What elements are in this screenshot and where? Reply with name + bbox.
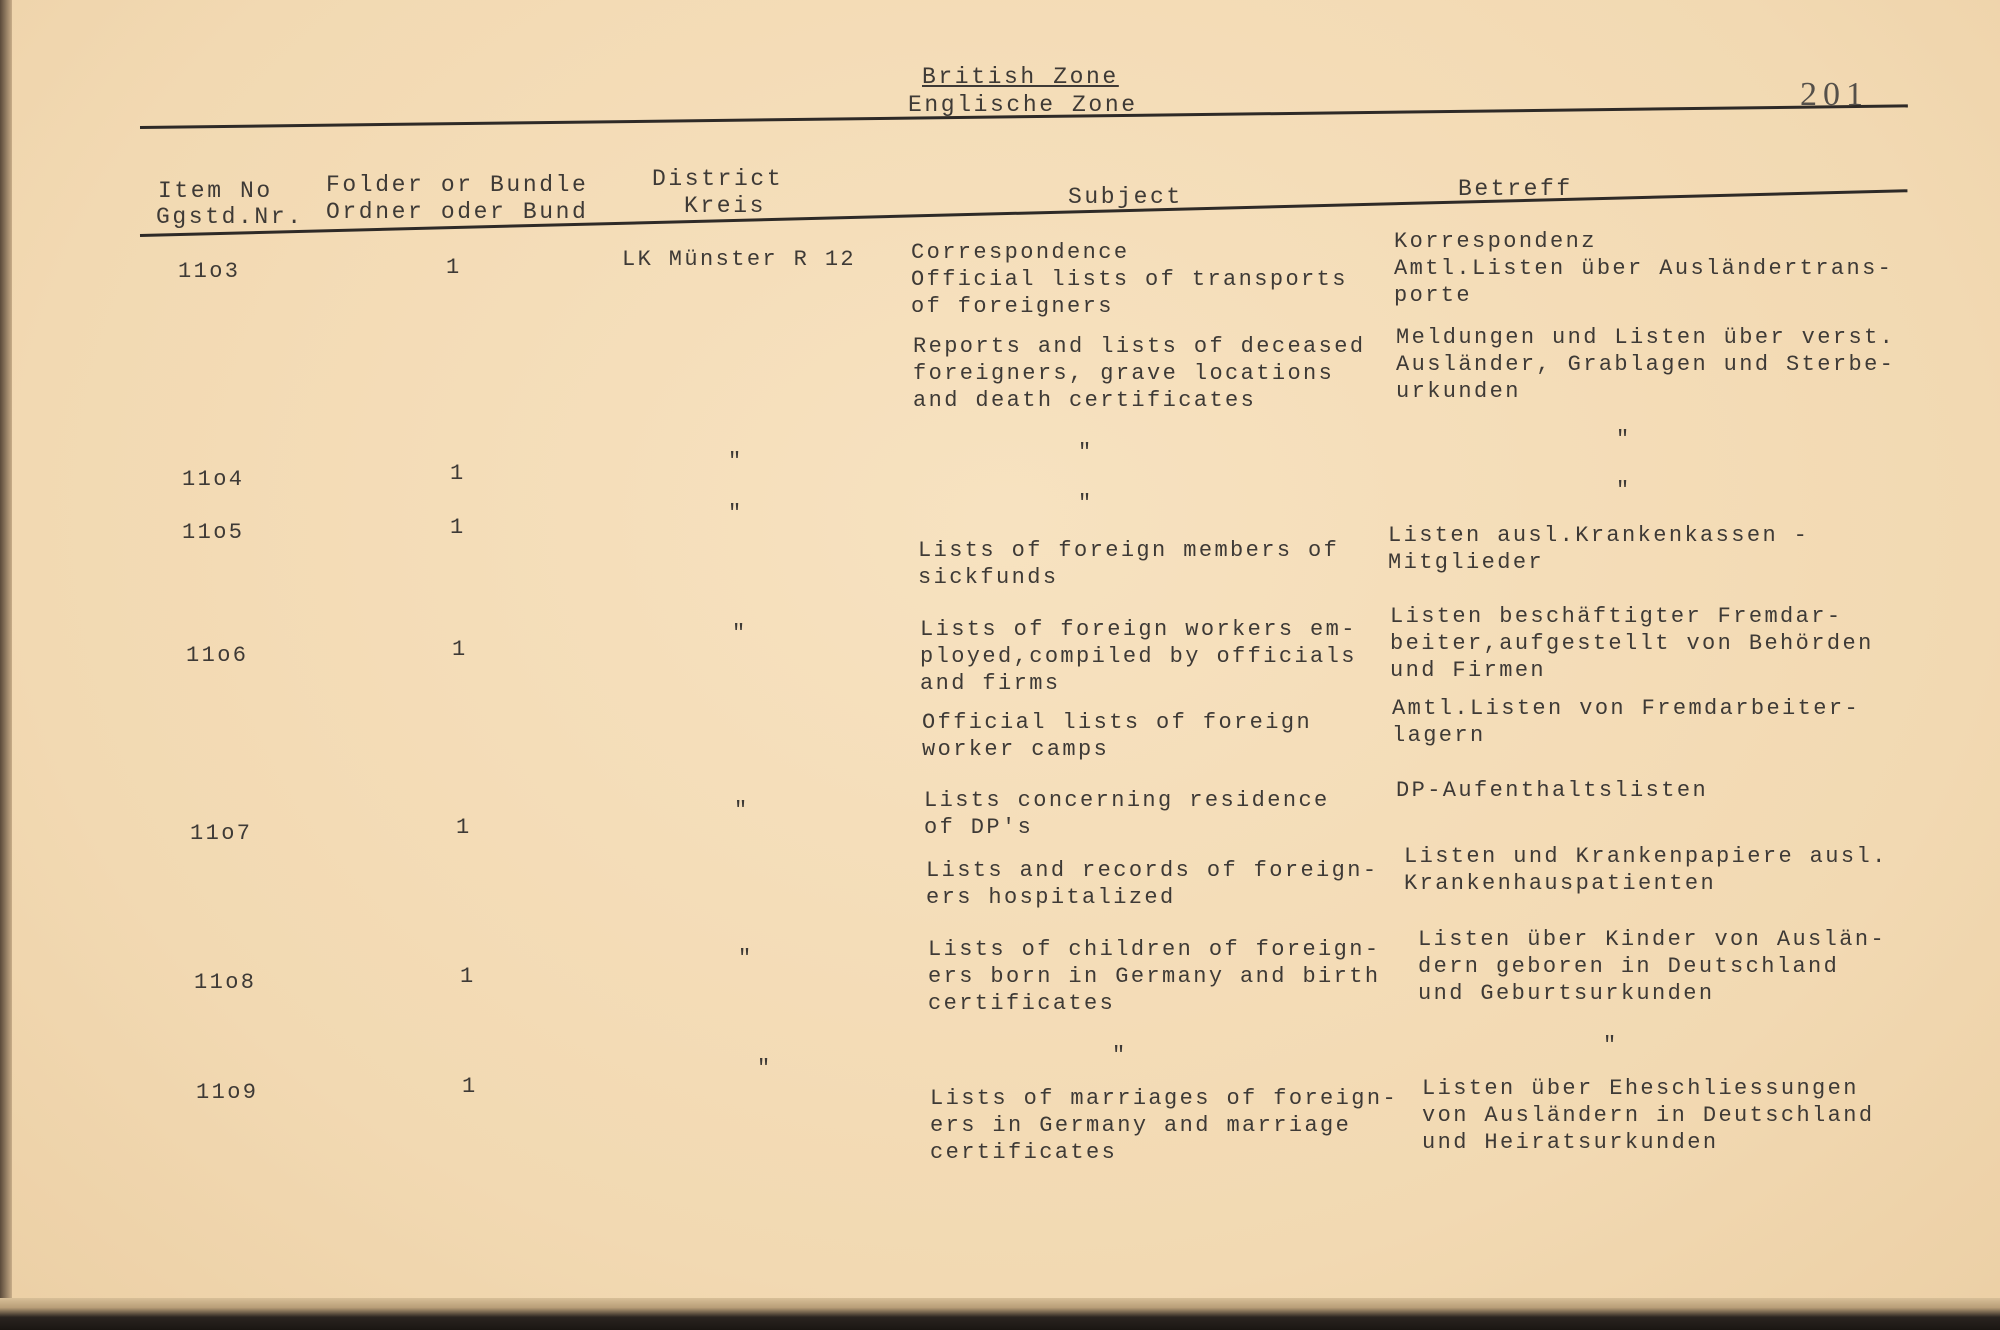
folder-count: 1 bbox=[460, 964, 476, 989]
zone-title-en: British Zone bbox=[922, 64, 1119, 90]
subject-ditto: " bbox=[1112, 1043, 1128, 1068]
col-district-de: Kreis bbox=[684, 193, 767, 219]
district-ditto: " bbox=[734, 798, 750, 823]
subject: Lists and records of foreign- ers hospitalized bbox=[926, 858, 1379, 910]
subject: Lists of marriages of foreign- ers in Germany and marriage certificates bbox=[930, 1086, 1399, 1165]
page-edge bbox=[0, 0, 12, 1330]
subject: Reports and lists of deceased foreigners, grave locations and death certificates bbox=[913, 334, 1366, 413]
district-ditto: " bbox=[732, 621, 748, 646]
betreff: Amtl.Listen von Fremdarbeiter- lagern bbox=[1392, 696, 1861, 748]
col-folder-en: Folder or Bundle bbox=[326, 172, 589, 198]
item-number: 11o8 bbox=[194, 970, 257, 995]
item-number: 11o5 bbox=[182, 520, 245, 545]
col-item-en: Item No bbox=[158, 178, 273, 204]
folder-count: 1 bbox=[450, 515, 466, 540]
subject: Correspondence Official lists of transports of foreigners bbox=[911, 240, 1348, 319]
subject: Lists of foreign workers em- ployed,compiled by officials and firms bbox=[920, 617, 1357, 696]
item-number: 11o4 bbox=[182, 467, 245, 492]
betreff: Listen beschäftigter Fremdar- beiter,aufgestellt von Behörden und Firmen bbox=[1390, 604, 1874, 683]
col-district-en: District bbox=[652, 166, 784, 192]
col-item-de: Ggstd.Nr. bbox=[156, 204, 304, 230]
district: LK Münster R 12 bbox=[622, 247, 857, 272]
subject: Official lists of foreign worker camps bbox=[922, 710, 1313, 762]
page-bottom-edge bbox=[0, 1298, 2000, 1330]
folder-count: 1 bbox=[456, 815, 472, 840]
folder-count: 1 bbox=[462, 1074, 478, 1099]
col-folder-de: Ordner oder Bund bbox=[326, 199, 589, 225]
district-ditto: " bbox=[757, 1056, 773, 1081]
item-number: 11o7 bbox=[190, 821, 253, 846]
page-number: 201 bbox=[1800, 76, 1869, 113]
subject-ditto: " bbox=[1078, 491, 1094, 516]
item-number: 11o6 bbox=[186, 643, 249, 668]
betreff-ditto: " bbox=[1616, 478, 1632, 503]
zone-title-de: Englische Zone bbox=[908, 92, 1138, 118]
betreff: Listen ausl.Krankenkassen - Mitglieder bbox=[1388, 523, 1810, 575]
betreff: Korrespondenz Amtl.Listen über Ausländertrans- porte bbox=[1394, 229, 1894, 308]
betreff-ditto: " bbox=[1616, 427, 1632, 452]
col-betreff: Betreff bbox=[1458, 176, 1573, 202]
col-subject: Subject bbox=[1068, 184, 1183, 210]
folder-count: 1 bbox=[452, 637, 468, 662]
subject-ditto: " bbox=[1078, 440, 1094, 465]
item-number: 11o3 bbox=[178, 259, 241, 284]
item-number: 11o9 bbox=[196, 1080, 259, 1105]
district-ditto: " bbox=[738, 946, 754, 971]
betreff: Listen über Eheschliessungen von Ausländern in Deutschland und Heiratsurkunden bbox=[1422, 1076, 1875, 1155]
district-ditto: " bbox=[728, 449, 744, 474]
subject: Lists concerning residence of DP's bbox=[924, 788, 1330, 840]
betreff: Listen und Krankenpapiere ausl. Krankenhauspatienten bbox=[1404, 844, 1888, 896]
betreff: Meldungen und Listen über verst. Ausländer, Grablagen und Sterbe- urkunden bbox=[1396, 325, 1896, 404]
betreff-ditto: " bbox=[1603, 1033, 1619, 1058]
subject: Lists of foreign members of sickfunds bbox=[918, 538, 1340, 590]
folder-count: 1 bbox=[450, 461, 466, 486]
subject: Lists of children of foreign- ers born in Germany and birth certificates bbox=[928, 937, 1381, 1016]
district-ditto: " bbox=[728, 501, 744, 526]
betreff: DP-Aufenthaltslisten bbox=[1396, 778, 1709, 803]
folder-count: 1 bbox=[446, 255, 462, 280]
betreff: Listen über Kinder von Auslän- dern geboren in Deutschland und Geburtsurkunden bbox=[1418, 927, 1887, 1006]
